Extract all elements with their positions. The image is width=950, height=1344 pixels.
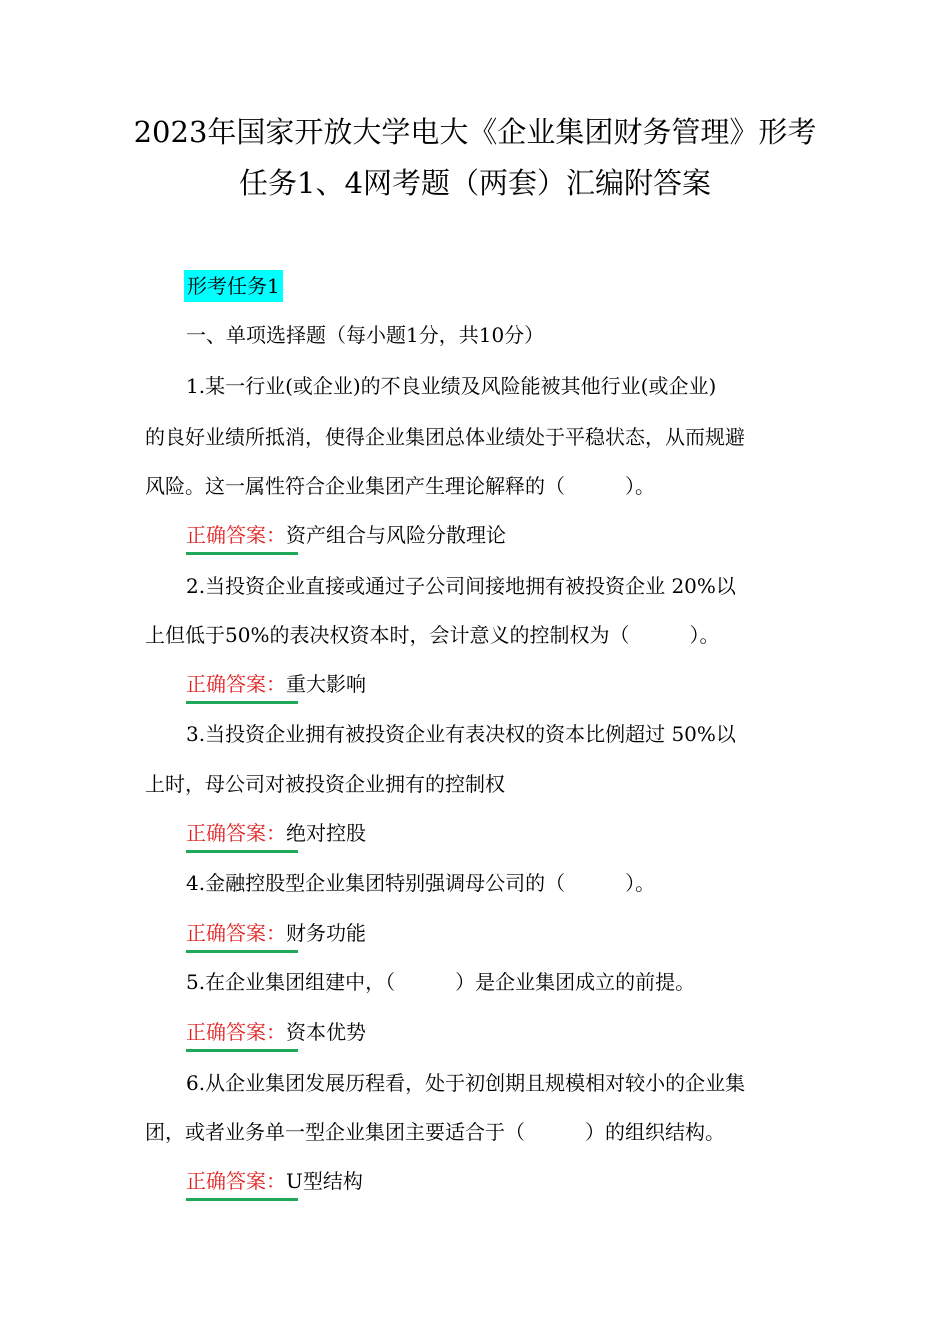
document-title-line-1: 2023年国家开放大学电大《企业集团财务管理》形考 xyxy=(133,115,817,149)
answer-label: 正确答案： xyxy=(186,672,286,696)
question-4-line-1: 4.金融控股型企业集团特别强调母公司的（ ）。 xyxy=(186,871,656,895)
question-6-line-1: 6.从企业集团发展历程看，处于初创期且规模相对较小的企业集 xyxy=(186,1071,746,1095)
section-heading: 一、单项选择题（每小题1分，共10分） xyxy=(186,323,545,347)
question-1-answer xyxy=(186,520,506,550)
answer-label: 正确答案： xyxy=(186,523,286,547)
answer-text: 绝对控股 xyxy=(286,821,366,845)
answer-text: 重大影响 xyxy=(286,672,366,696)
answer-text: 资本优势 xyxy=(286,1020,366,1044)
question-2-answer xyxy=(186,669,366,699)
question-5-line-1: 5.在企业集团组建中，（ ）是企业集团成立的前提。 xyxy=(186,970,696,994)
question-3-line-1: 3.当投资企业拥有被投资企业有表决权的资本比例超过 50%以 xyxy=(186,722,736,746)
question-1-line-3: 风险。这一属性符合企业集团产生理论解释的（ ）。 xyxy=(145,474,655,498)
answer-label-underline xyxy=(186,552,298,555)
answer-label: 正确答案： xyxy=(186,821,286,845)
question-6-line-2: 团，或者业务单一型企业集团主要适合于（ ）的组织结构。 xyxy=(145,1120,725,1144)
answer-label-underline xyxy=(186,950,298,953)
answer-label-underline xyxy=(186,701,298,704)
question-3-answer xyxy=(186,818,366,848)
answer-label-underline xyxy=(186,1049,298,1052)
answer-label-underline xyxy=(186,1198,298,1201)
answer-label-underline xyxy=(186,850,298,853)
question-5-answer xyxy=(186,1017,366,1047)
answer-text: 资产组合与风险分散理论 xyxy=(286,523,506,547)
question-1-line-2: 的良好业绩所抵消，使得企业集团总体业绩处于平稳状态，从而规避 xyxy=(145,425,745,449)
answer-label: 正确答案： xyxy=(186,1169,286,1193)
answer-label: 正确答案： xyxy=(186,921,286,945)
question-4-answer xyxy=(186,918,366,948)
document-title-line-2: 任务1、4网考题（两套）汇编附答案 xyxy=(239,166,711,200)
question-3-line-2: 上时，母公司对被投资企业拥有的控制权 xyxy=(145,772,505,796)
question-6-answer xyxy=(186,1166,363,1196)
answer-label: 正确答案： xyxy=(186,1020,286,1044)
question-2-line-1: 2.当投资企业直接或通过子公司间接地拥有被投资企业 20%以 xyxy=(186,574,736,598)
question-2-line-2: 上但低于50%的表决权资本时，会计意义的控制权为（ ）。 xyxy=(145,623,720,647)
section-tag-highlight: 形考任务1 xyxy=(184,270,283,302)
answer-text: 财务功能 xyxy=(286,921,366,945)
answer-text: U型结构 xyxy=(286,1169,363,1193)
question-1-line-1: 1.某一行业(或企业)的不良业绩及风险能被其他行业(或企业) xyxy=(186,374,717,398)
